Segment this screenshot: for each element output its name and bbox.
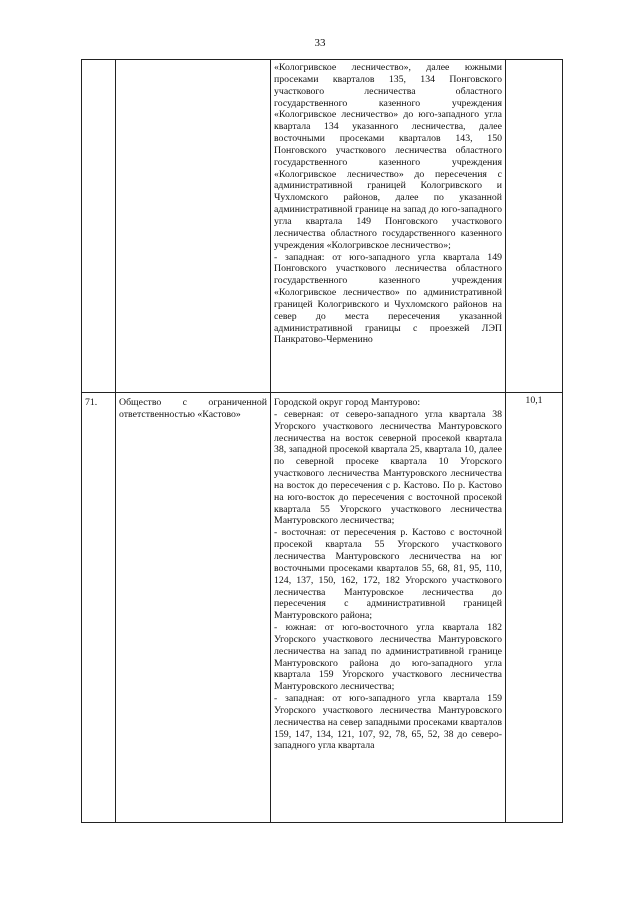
- boundary-description-cell: [271, 60, 506, 393]
- description-paragraph: - северная: от северо-западного угла квартала 38 Угорского участкового лесничества Мантуровского лесничества на восток северной просекой квартала 38, западной просекой квартала 25, квартала 10, далее по северной просеке квартала 10 Угорского участкового лесничества Мантуровского лесничества на восток до пересечения с р. Кастово. По р. Кастово на юго-восток до пересечения с восточной просекой квартала 55 Угорского участкового лесничества Мантуровского лесничества;: [274, 408, 502, 527]
- description-paragraph: - восточная: от пересечения р. Кастово с восточной просекой квартала 55 Угорского участкового лесничества Мантуровского лесничества на юг восточными просеками кварталов 55, 68, 81, 95, 110, 124, 137, 150, 162, 172, 182 Угорского участкового лесничества Мантуровское лесничества до пересечения с административной границей Мантуровского района;: [274, 527, 502, 622]
- area-cell: [506, 60, 563, 393]
- organization-cell: Общество с ограниченной ответственностью «Кастово»: [116, 393, 271, 823]
- row-number-cell: 71.: [82, 393, 116, 823]
- page-number: 33: [314, 37, 326, 49]
- organization-cell: [116, 60, 271, 393]
- description-paragraph: - южная: от юго-восточного угла квартала 182 Угорского участкового лесничества Мантуровского лесничества на запад по административной границе Мантуровского района до юго-западного угла квартала 159 Угорского участкового лесничества Мантуровского лесничества;: [274, 622, 502, 693]
- row-number-cell: [82, 60, 116, 393]
- description-paragraph: Городской округ город Мантурово:: [274, 397, 421, 408]
- document-table: [81, 59, 563, 823]
- table-row: [82, 393, 563, 823]
- table-row: [82, 60, 563, 393]
- boundary-description-cell: [271, 393, 506, 823]
- description-paragraph: - западная: от юго-западного угла квартала 149 Понговского участкового лесничества областного государственного казенного учреждения «Кологривское лесничество» по административной границей Кологривского и Чухломского районов на север до места пересечения указанной административной границы с проезжей ЛЭП Панкратово-Черменино: [274, 251, 502, 346]
- description-paragraph: «Кологривское лесничество», далее южными просеками кварталов 135, 134 Понговского участкового лесничества областного государственного казенного учреждения «Кологривское лесничество» до юго-западного угла квартала 134 указанного лесничества, далее восточными просеками кварталов 143, 150 Понговского участкового лесничества областного государственного казенного учреждения «Кологривское лесничество» до пересечения с административной границей Кологривского и Чухломского районов, далее по указанной административной границе на запад до юго-западного угла квартала 149 Понговского участкового лесничества областного государственного казенного учреждения «Кологривское лесничество»;: [274, 62, 502, 251]
- description-paragraph: - западная: от юго-западного угла квартала 159 Угорского участкового лесничества Мантуровского лесничества на север западными просеками кварталов 159, 147, 134, 121, 107, 92, 78, 65, 52, 38 до северо-западного угла квартала: [274, 693, 502, 752]
- area-cell: 10,1: [506, 393, 563, 823]
